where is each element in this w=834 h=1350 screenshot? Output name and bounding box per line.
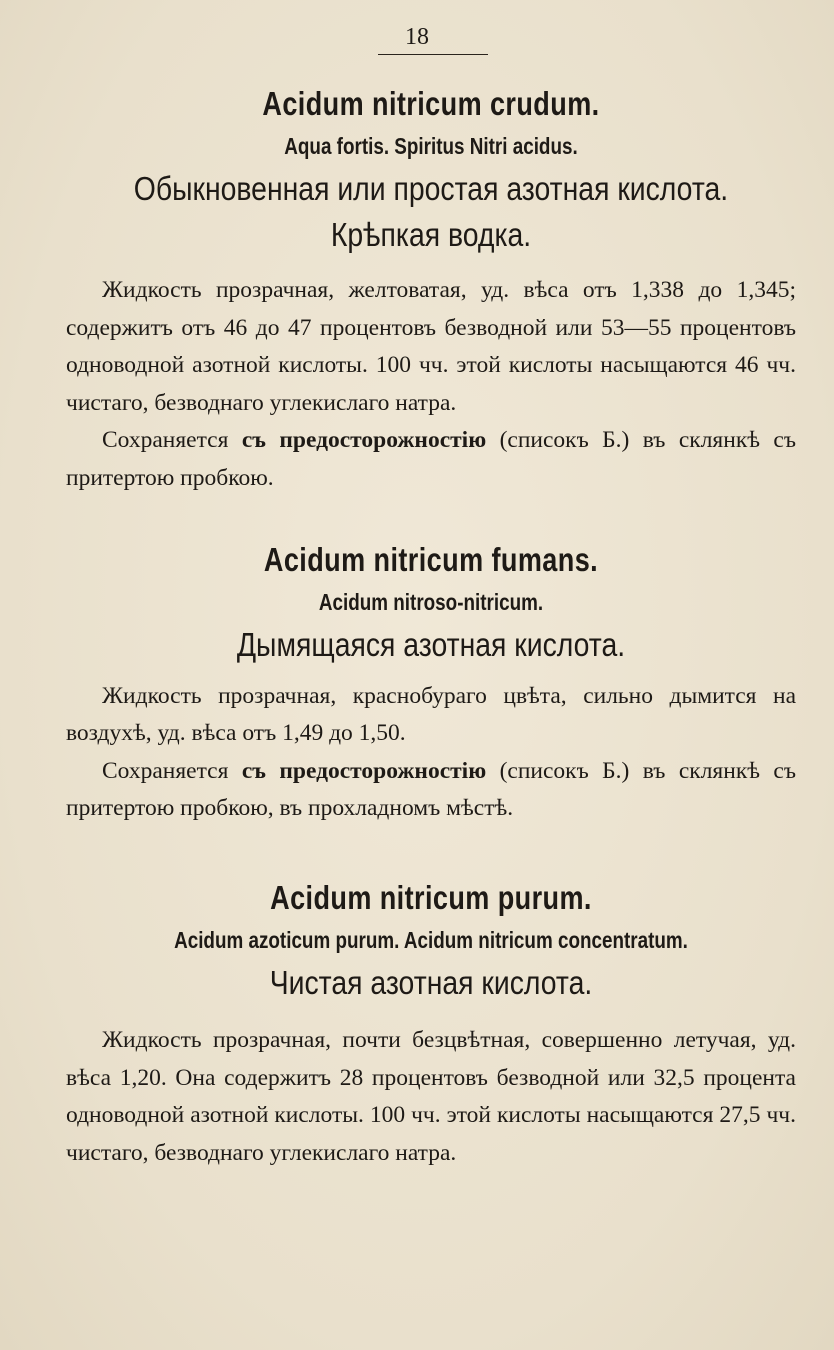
entry-latin-title: Acidum nitricum purum. — [270, 878, 592, 916]
page-content — [66, 82, 796, 1172]
entry-storage — [66, 753, 796, 828]
storage-caution: съ предосторожностію — [241, 757, 487, 784]
entry-latin-synonyms: Acidum nitroso-nitricum. — [318, 588, 544, 615]
page-number: 18 — [405, 24, 429, 50]
storage-caution: съ предосторожностію — [241, 427, 487, 454]
entry-latin-synonyms: Acidum azoticum purum. Acidum nitricum concentratum. — [174, 926, 688, 953]
entry-storage — [66, 422, 796, 497]
entry-latin-title: Acidum nitricum crudum. — [262, 85, 600, 122]
entry-russian-title: Чистая азотная кислота. — [269, 963, 593, 1001]
entry-russian-title: Дымящаяся азотная кислота. — [236, 625, 626, 663]
entry-description: Жидкость прозрачная, почти безцвѣтная, совершенно летучая, уд. вѣса 1,20. Она содержитъ 28 процентовъ безводной или 32,5 процента одноводной азотной кислоты. 100 чч. этой кислоты насыщаются 27,5 чч. чистаго, безводнаго углекислаго натра. — [66, 1026, 796, 1166]
storage-text: (списокъ Б.) въ склянкѣ съ притертою пробкою, въ прохладномъ мѣстѣ. — [66, 757, 796, 822]
entry-description: Жидкость прозрачная, краснобураго цвѣта, сильно дымится на воздухѣ, уд. вѣса отъ 1,49 до 1,50. — [66, 682, 796, 747]
entry-acidum-nitricum-fumans — [66, 538, 796, 828]
storage-text: (списокъ Б.) въ склянкѣ съ притертою пробкою. — [66, 427, 796, 491]
entry-russian-title-secondary: Крѣпкая водка. — [330, 216, 532, 253]
entry-description: Жидкость прозрачная, желтоватая, уд. вѣса отъ 1,338 до 1,345; содержитъ отъ 46 до 47 процентовъ безводной или 53—55 процентовъ одноводной азотной кислоты. 100 чч. этой кислоты насыщаются 46 чч. чистаго, безводнаго углекислаго натра. — [66, 277, 796, 416]
entry-acidum-nitricum-crudum — [66, 82, 796, 498]
storage-text: Сохраняется — [102, 427, 229, 454]
entry-acidum-nitricum-purum — [66, 876, 796, 1172]
entry-latin-synonyms: Aqua fortis. Spiritus Nitri acidus. — [284, 133, 578, 159]
page-number-rule — [378, 54, 488, 55]
entry-latin-title: Acidum nitricum fumans. — [263, 540, 599, 578]
entry-russian-title: Обыкновенная или простая азотная кислота. — [133, 170, 729, 207]
storage-text: Сохраняется — [102, 757, 229, 784]
